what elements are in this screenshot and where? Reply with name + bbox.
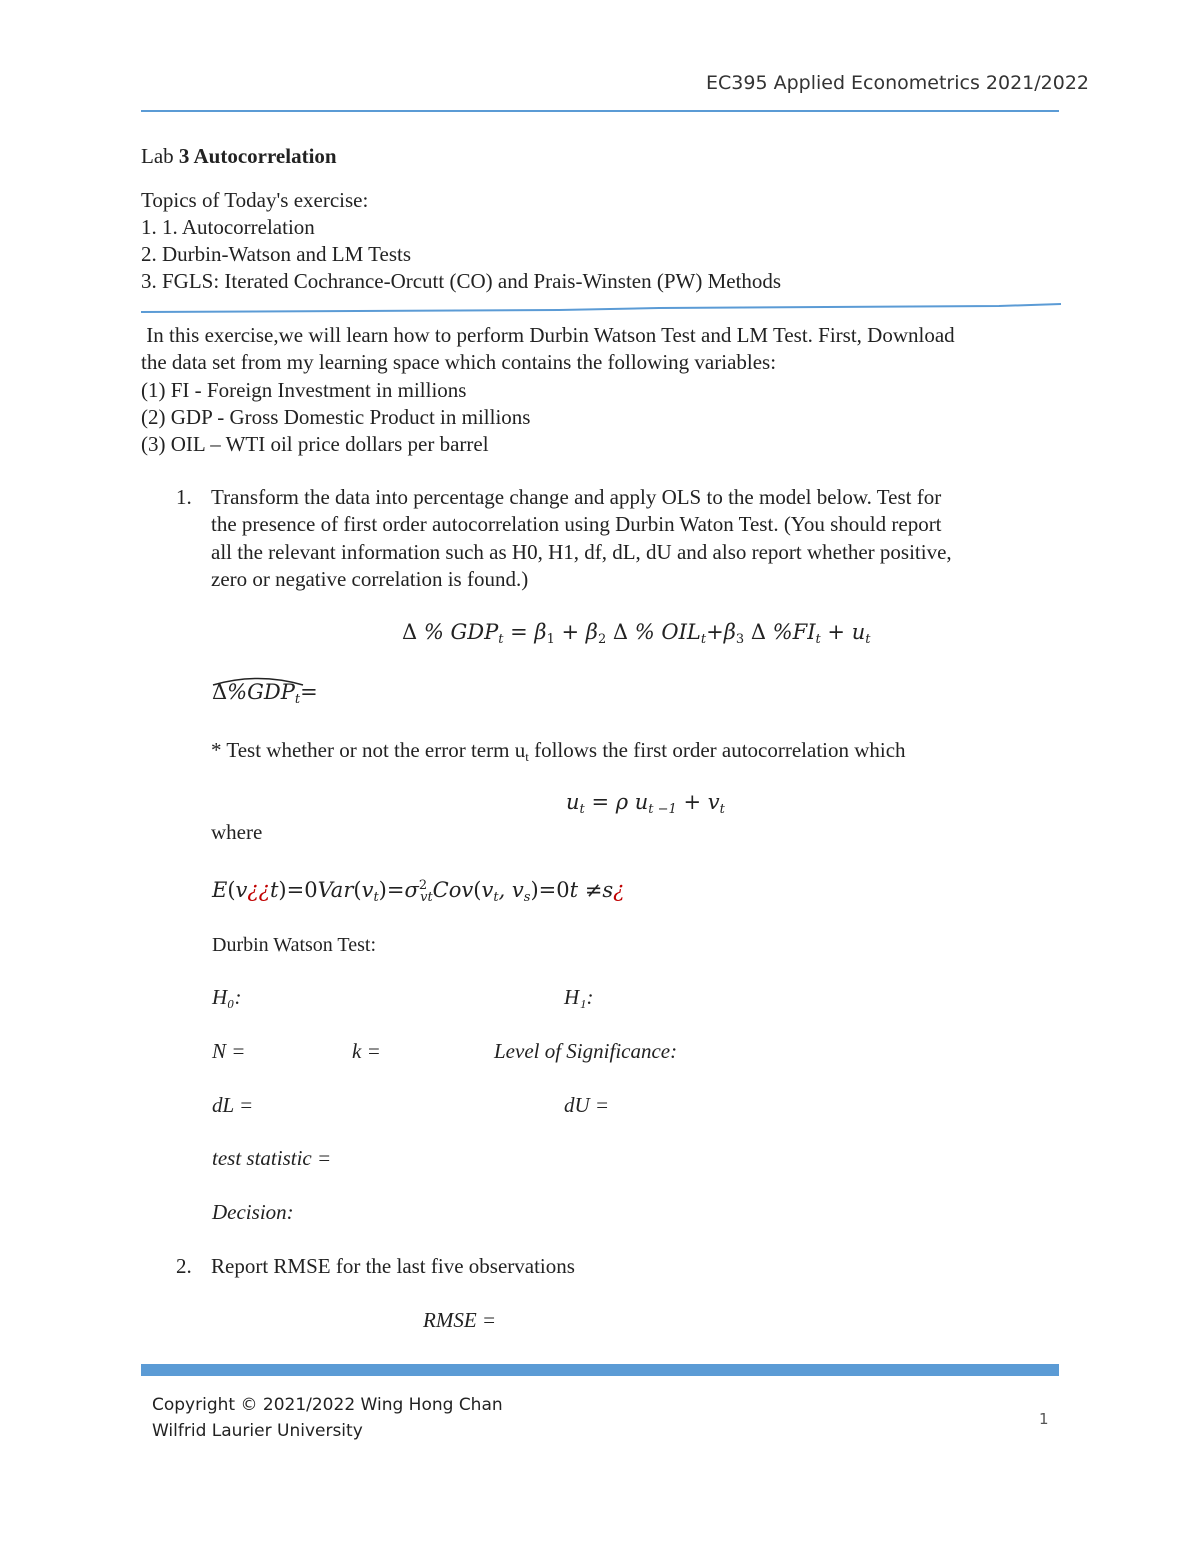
q2-number: 2. [176, 1254, 192, 1278]
topic-item: 3. FGLS: Iterated Cochrance-Orcutt (CO) and Prais-Winsten (PW) Methods [141, 269, 782, 293]
topics-divider [139, 300, 1063, 316]
test-note-text: * Test whether or not the error term u [211, 738, 526, 762]
dw-heading: Durbin Watson Test: [212, 934, 377, 956]
n-label: N = [212, 1039, 246, 1063]
where-label: where [211, 820, 263, 844]
header-title: EC395 Applied Econometrics 2021/2022 [706, 72, 1090, 94]
lab-title-prefix: Lab [141, 144, 179, 168]
q1-line: Transform the data into percentage change and apply OLS to the model below. Test for [211, 485, 942, 509]
intro-line: (1) FI - Foreign Investment in millions [141, 378, 467, 402]
rmse-label: RMSE = [423, 1308, 497, 1332]
dl-label: dL = [212, 1093, 254, 1117]
intro-line: the data set from my learning space which contains the following variables: [141, 350, 777, 374]
topic-item: 2. Durbin-Watson and LM Tests [141, 242, 412, 266]
model-equation: Δ % $GDP_t = \beta_1 + \beta_2$ Δ % $OIL_t+\beta_3$ Δ $\%FI_t + u_t$ [402, 620, 871, 647]
k-label: k = [352, 1039, 381, 1063]
h0-label: H₀: [212, 985, 242, 1009]
header-rule [141, 110, 1059, 112]
page-number: 1 [1039, 1410, 1049, 1428]
intro-line: (3) OIL – WTI oil price dollars per barrel [141, 432, 489, 456]
test-statistic-label: test statistic = [212, 1146, 332, 1170]
error-assumptions-equation: $E(v¿¿t)=0Var(v_t)=\sigma^2_{vt}Cov(v_t$, $v_s)=0t$ ≠s¿ [212, 878, 625, 905]
q1-line: zero or negative correlation is found.) [211, 567, 529, 591]
du-label: dU = [564, 1093, 610, 1117]
q1-number: 1. [176, 485, 192, 509]
topics-heading: Topics of Today's exercise: [141, 188, 369, 212]
intro-line: (2) GDP - Gross Domestic Product in millions [141, 405, 531, 429]
footer-copyright: Copyright © 2021/2022 Wing Hong Chan [152, 1395, 503, 1415]
h1-label: H₁: [564, 985, 594, 1009]
decision-label: Decision: [212, 1200, 294, 1224]
topic-item: 1. 1. Autocorrelation [141, 215, 315, 239]
significance-label: Level of Significance: [494, 1039, 678, 1063]
test-note-sub: t [525, 749, 529, 764]
fitted-equation: $\Delta\%GDP_t=$ [212, 680, 318, 707]
q2-text: Report RMSE for the last five observations [211, 1254, 575, 1278]
lab-title [141, 144, 337, 169]
test-note [211, 738, 906, 763]
footer-university: Wilfrid Laurier University [152, 1421, 363, 1441]
footer-rule [141, 1364, 1059, 1376]
ar1-equation: $u_t = \rho$ $u_{t -1} + v_t$ [566, 790, 725, 817]
intro-line: In this exercise,we will learn how to perform Durbin Watson Test and LM Test. First, Download [141, 323, 955, 347]
q1-line: the presence of first order autocorrelation using Durbin Waton Test. (You should report [211, 512, 942, 536]
test-note-end: follows the first order autocorrelation which [528, 738, 906, 762]
q1-line: all the relevant information such as H0, H1, df, dL, dU and also report whether positive, [211, 540, 952, 564]
lab-title-text: 3 Autocorrelation [178, 144, 337, 168]
